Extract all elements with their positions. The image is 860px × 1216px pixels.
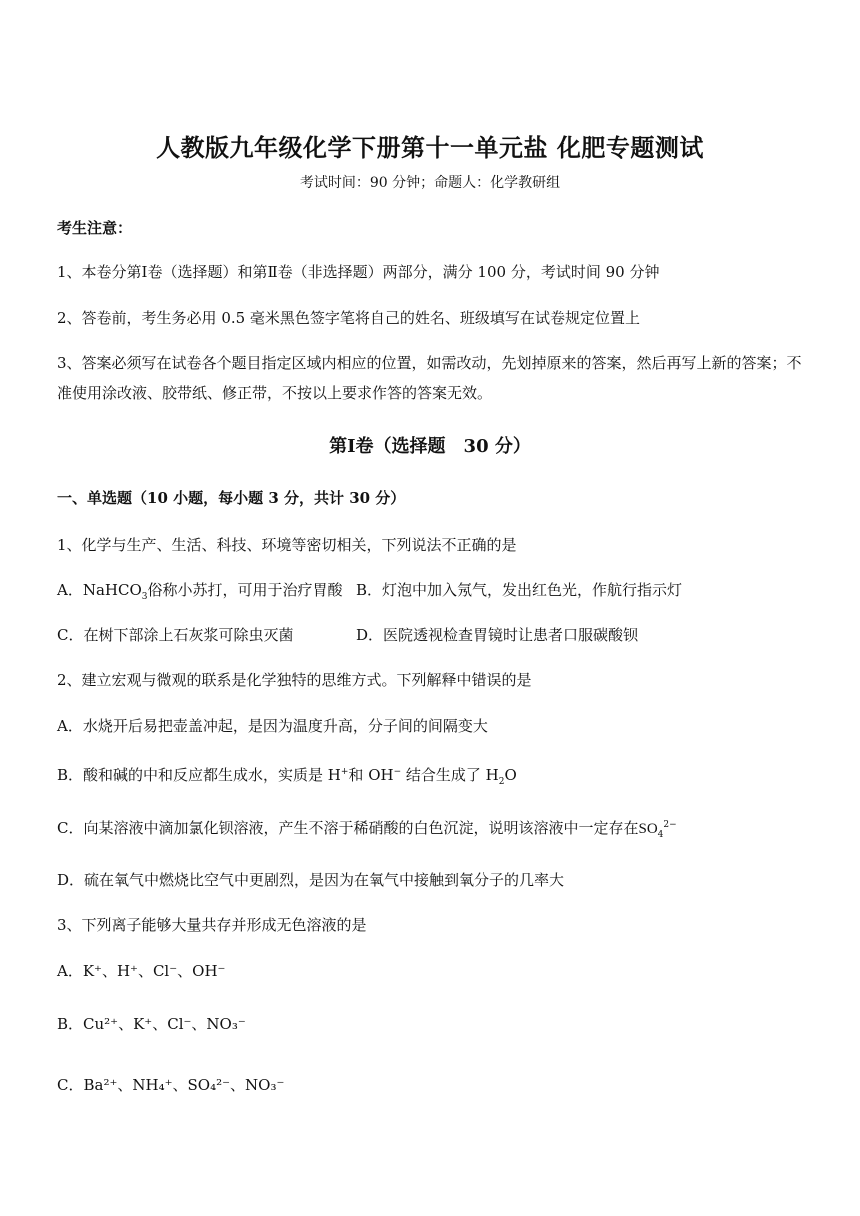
question-3-option-c: C．Ba²⁺、NH₄⁺、SO₄²⁻、NO₃⁻: [57, 1076, 285, 1094]
exam-info: 考试时间：90 分钟；命题人：化学教研组: [299, 175, 561, 191]
question-2-stem: 2、建立宏观与微观的联系是化学独特的思维方式。下列解释中错误的是: [57, 671, 532, 689]
question-1-option-b: B．灯泡中加入氖气，发出红色光，作航行指示灯: [356, 581, 683, 599]
page-title: 人教版九年级化学下册第十一单元盐 化肥专题测试: [156, 133, 704, 162]
section-title: 第Ⅰ卷（选择题 30 分）: [329, 436, 531, 457]
part-heading: 一、单选题（10 小题，每小题 3 分，共计 30 分）: [57, 489, 406, 507]
question-1-option-d: D．医院透视检查胃镜时让患者口服碳酸钡: [356, 626, 639, 644]
question-2-option-c: C．向某溶液中滴加氯化钡溶液，产生不溶于稀硝酸的白色沉淀，说明该溶液中一定存在$SO_4^{2-}$: [57, 819, 677, 840]
question-2-option-a: A．水烧开后易把壶盖冲起，是因为温度升高，分子间的间隔变大: [57, 717, 488, 735]
notice-heading: 考生注意：: [57, 219, 133, 237]
question-3-option-b: B．Cu²⁺、K⁺、Cl⁻、NO₃⁻: [57, 1015, 246, 1033]
question-3-option-a: A．K⁺、H⁺、Cl⁻、OH⁻: [57, 962, 226, 980]
question-3-stem: 3、下列离子能够大量共存并形成无色溶液的是: [57, 916, 367, 934]
question-2-option-b: B．酸和碱的中和反应都生成水，实质是 H+和 OH− 结合生成了 $H_2O$: [57, 766, 517, 787]
notice-item-2: 2、答卷前，考生务必用 0.5 毫米黑色签字笔将自己的姓名、班级填写在试卷规定位置上: [57, 309, 640, 327]
notice-item-1: 1、本卷分第Ⅰ卷（选择题）和第Ⅱ卷（非选择题）两部分，满分 100 分，考试时间 90 分钟: [57, 263, 660, 281]
question-2-option-d: D．硫在氧气中燃烧比空气中更剧烈，是因为在氧气中接触到氧分子的几率大: [57, 871, 565, 889]
question-1-option-a: A．NaHCO$_3$俗称小苏打，可用于治疗胃酸: [57, 581, 343, 602]
question-1-option-c: C．在树下部涂上石灰浆可除虫灭菌: [57, 626, 294, 644]
question-1-stem: 1、化学与生产、生活、科技、环境等密切相关，下列说法不正确的是: [57, 536, 517, 554]
notice-item-3: 3、答案必须写在试卷各个题目指定区域内相应的位置，如需改动，先划掉原来的答案，然后再写上新的答案；不准使用涂改液、胶带纸、修正带，不按以上要求作答的答案无效。: [57, 354, 802, 402]
